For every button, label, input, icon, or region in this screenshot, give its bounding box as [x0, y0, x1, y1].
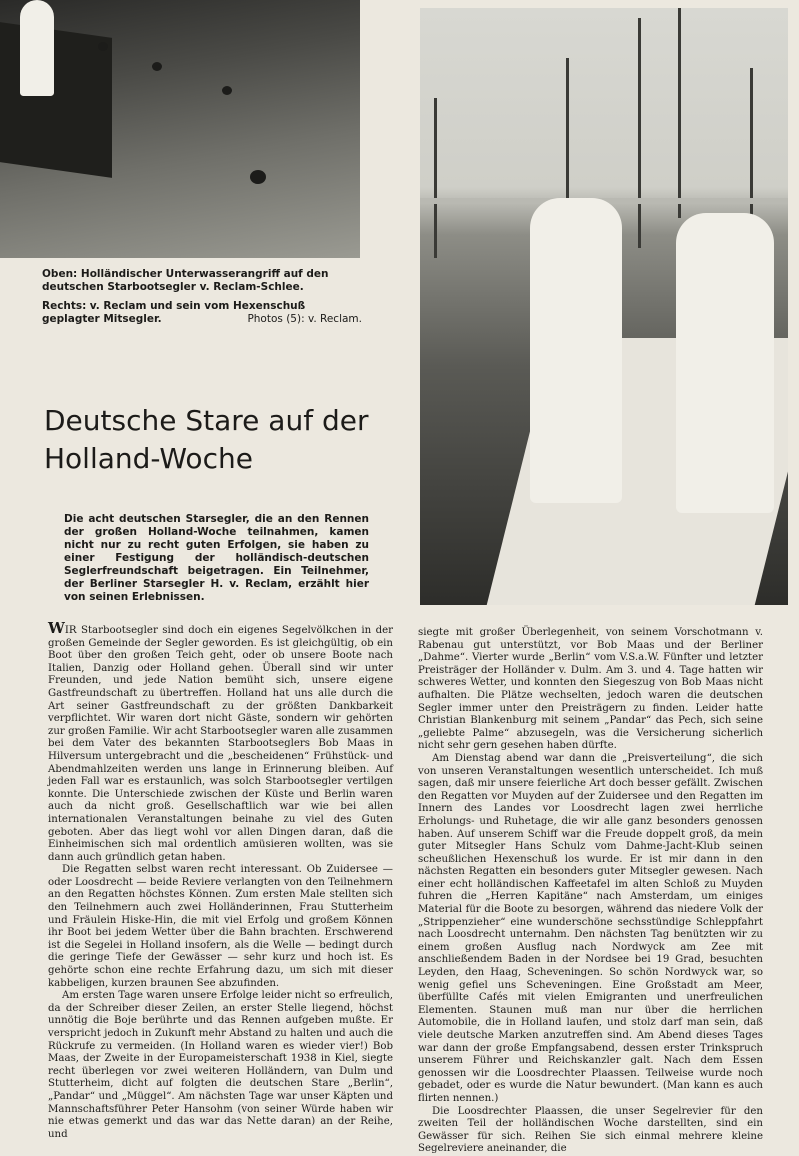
- caption-top: [42, 268, 362, 294]
- caption-top-text: Holländischer Unterwasserangriff auf den deutschen Starbootsegler v. Reclam-Schlee.: [42, 268, 329, 293]
- mast: [434, 98, 437, 258]
- paragraph: Die Loosdrechter Plaassen, die unser Segelrevier für den zweiten Teil der holländischen Woche darstellten, sind ein Gewässer für sich. Reihen Sie sich einmal mehrere kleine Segelreviere aneinander, die: [418, 1105, 763, 1155]
- photo-underwater-attack: [0, 0, 360, 258]
- paragraph: siegte mit großer Überlegenheit, von seinem Vorschotmann v. Rabenau gut unterstützt, vor Bob Maas und der Berliner „Dahme“. Vierter wurde „Berlin“ vom V.S.a.W. Fünfter und letzter Preisträger der Holländer v. Dulm. Am 3. und 4. Tage hatten wir schweres Wetter, und konnten den Siegeszug von Bob Maas nicht aufhalten. Die Plätze wechselten, jedoch waren die deutschen Segler immer unter den Preisträgern zu finden. Leider hatte Christian Blankenburg mit seinem „Pandar“ das Pech, sich seine „geliebte Palme“ abzusegeln, was die Versicherung sicherlich nicht sehr gern gesehen haben dürfte.: [418, 627, 763, 752]
- caption-right: [42, 300, 362, 326]
- swimmer: [152, 62, 162, 71]
- paragraph-text: IR Starbootsegler sind doch ein eigenes Segelvölkchen in der großen Gemeinde der Segler geworden. Es ist gleichgültig, ob ein Boot über den großen Teich geht, oder ob unsere Boote nach Italien, Danzig oder Holland gehen. Überall sind wir unter Freunden, und jede Nation bemüht sich, unsere eigene Gastfreundschaft zu übertreffen. Holland hat uns alle durch die Art seiner Gastfreundschaft zu der größten Dankbarkeit verpflichtet. Wir waren dort nicht Gäste, sondern wir gehörten zur großen Familie. Wir acht Starbootsegler waren alle zusammen bei dem Vater des bekannten Starbootseglers Bob Maas in Hilversum untergebracht und die „bescheidenen“ Frühstück- und Abendmahlzeiten werden uns lange in Erinnerung bleiben. Auf jeden Fall war es erstaunlich, was solch Starbootsegler vertilgen konnte. Die Unterschiede zwischen der Küste und Berlin waren auch da nicht groß. Gesellschaftlich war wie bei allen internationalen Veranstaltungen beinahe zu viel des Guten geboten. Aber das liegt wohl vor allen Dingen daran, daß die Einheimischen sich mal ordentlich amüsieren wollten, was sie dann auch gründlich getan haben.: [48, 625, 393, 863]
- boat-hull: [0, 22, 112, 178]
- paragraph: [48, 619, 393, 864]
- swimmer: [98, 42, 108, 51]
- swimmer: [222, 86, 232, 95]
- caption-top-label: Oben:: [42, 268, 78, 280]
- paragraph: Am ersten Tage waren unsere Erfolge leider nicht so erfreulich, da der Schreiber dieser Zeilen, an erster Stelle liegend, höchst unnötig die Boje berührte und das Rennen aufgeben mußte. Er verspricht jedoch in Zukunft mehr Abstand zu halten und auch die Rückrufe zu vermeiden. (In Holland waren es wieder vier!) Bob Maas, der Zweite in der Europameisterschaft 1938 in Kiel, siegte recht überlegen vor zwei weiteren Holländern, van Dulm und Stutterheim, dicht auf folgten die deutschen Stare „Berlin“, „Pandar“ und „Müggel“. Am nächsten Tage war unser Käpten und Mannschaftsführer Peter Hansohm (von seiner Würde haben wir nie etwas gemerkt und das war das Nette daran) an der Reihe, und: [48, 990, 393, 1140]
- article-column-left: [48, 619, 393, 1141]
- photo-credit: Photos (5): v. Reclam.: [247, 313, 362, 325]
- paragraph: Am Dienstag abend war dann die „Preisverteilung“, die sich von unseren Veranstaltungen wesentlich unterscheidet. Ich muß sagen, daß mir unsere feierliche Art doch besser gefällt. Zwischen den Regatten vor Muyden auf der Zuidersee und den Regatten im Innern des Landes vor Loosdrecht lagen zwei herrliche Erholungs- und Ruhetage, die wir alle ganz besonders genossen haben. Auf unserem Schiff war die Freude doppelt groß, da mein guter Mitsegler Hans Schulz vom Dahme-Jacht-Klub seinen scheußlichen Hexenschuß los wurde. Er ist mir dann in den nächsten Regatten ein besonders guter Mitsegler gewesen. Nach einer echt holländischen Kaffeetafel im alten Schloß zu Muyden fuhren die „Herren Kapitäne“ nach Amsterdam, um einiges Material für die Boote zu besorgen, während das niedere Volk der „Strippenzieher“ eine wunderschöne sechsstündige Schleppfahrt nach Loosdrecht unternahm. Den nächsten Tag benützten wir zu einem großen Ausflug nach Nordwyck am Zee mit anschließendem Baden in der Nordsee bei 19 Grad, besuchten Leyden, den Haag, Scheveningen. So schön Nordwyck war, so wenig gefiel uns Scheveningen. Eine Großstadt am Meer, überfüllte Cafés mit vielen Emigranten und unerfreulichen Elementen. Staunen muß man nur über die herrlichen Automobile, die in Holland laufen, und stolz darf man sein, daß viele deutsche Marken anzutreffen sind. Am Abend dieses Tages war dann der große Empfangsabend, dessen erster Trinkspruch unserem Führer und Reichskanzler galt. Nach dem Essen genossen wir die Loosdrechter Plaassen. Teilweise wurde noch gebadet, oder es wurde die Natur bewundert. (Man kann es auch flirten nennen.): [418, 752, 763, 1104]
- sailor-mitsegler: [676, 213, 774, 513]
- dropcap: W: [48, 619, 65, 637]
- photo-sailors-on-deck: [420, 8, 788, 605]
- caption-right-label: Rechts:: [42, 300, 87, 312]
- swimmer: [250, 170, 266, 184]
- photo-captions: [42, 268, 362, 332]
- sailor-reclam: [530, 198, 622, 503]
- article-column-right: [418, 627, 763, 1156]
- sailor-figure: [20, 0, 54, 96]
- article-headline: Deutsche Stare auf der Holland-Woche: [44, 404, 369, 475]
- mast: [638, 18, 641, 248]
- article-intro: Die acht deutschen Starsegler, die an den Rennen der großen Holland-Woche teilnahmen, kamen nicht nur zu recht guten Erfolgen, sie haben zu einer Festigung der holländisch-deutschen Seglerfreundschaft beigetragen. Ein Teilnehmer, der Berliner Starsegler H. v. Reclam, erzählt hier von seinen Erlebnissen.: [64, 513, 369, 603]
- paragraph: Die Regatten selbst waren recht interessant. Ob Zuidersee — oder Loosdrecht — beide Reviere verlangten von den Teilnehmern an den Regatten höchstes Können. Zum ersten Male stellten sich den Teilnehmern auch zwei Holländerinnen, Frau Stutterheim und Fräulein Hiske-Hin, die mit viel Erfolg und großem Können ihr Boot bei jedem Wetter über die Bahn brachten. Erschwerend ist die Segelei in Holland insofern, als die Welle — bedingt durch die geringe Tiefe der Gewässer — sehr kurz und hoch ist. Es gehörte schon eine rechte Erfahrung dazu, um sich mit dieser kabbeligen, kurzen braunen See abzufinden.: [48, 864, 393, 989]
- mast: [678, 8, 681, 218]
- caption-right-text: v. Reclam und sein vom Hexenschuß geplagter Mitsegler.: [42, 300, 306, 325]
